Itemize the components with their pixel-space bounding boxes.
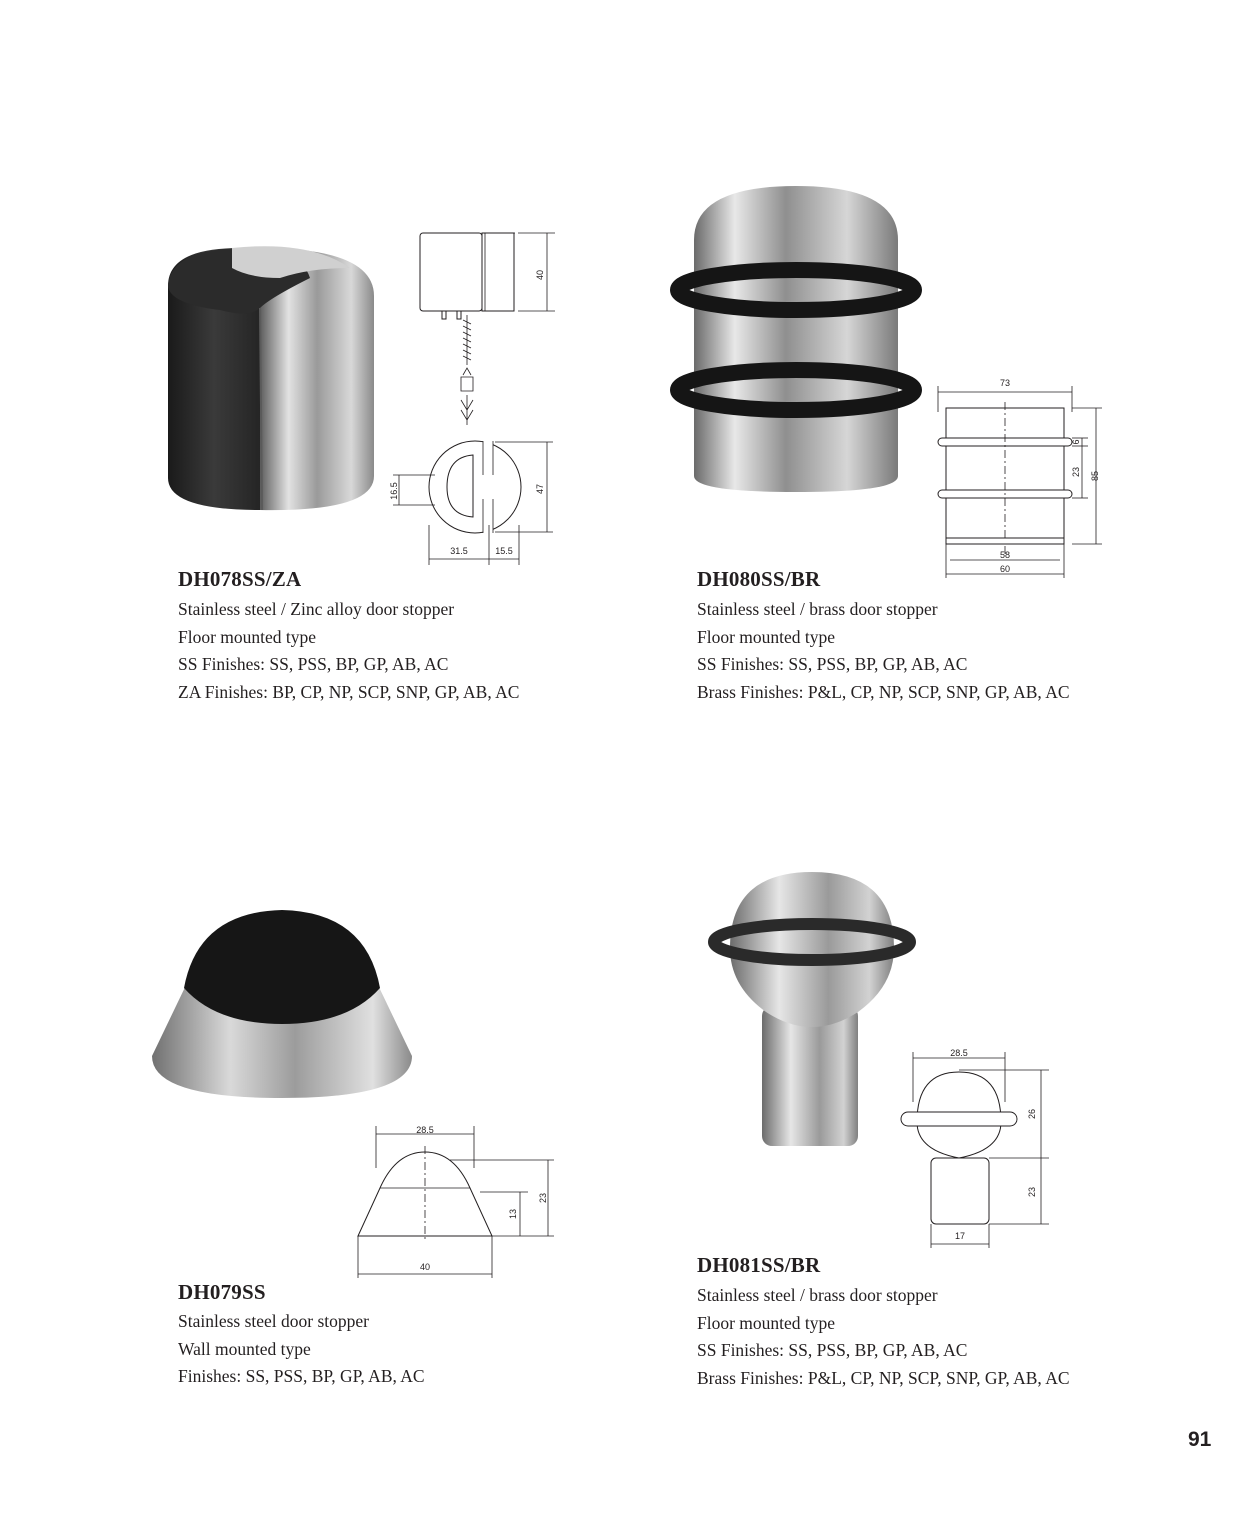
dh079-dim-height: 23: [538, 1192, 548, 1204]
dh079-product-code: DH079SS: [178, 1280, 266, 1304]
dh080-line: SS Finishes: SS, PSS, BP, GP, AB, AC: [697, 654, 968, 674]
dh080-dim-base-outer: 60: [999, 564, 1011, 574]
dh080-dim-ring-gap: 23: [1071, 466, 1081, 478]
dh080-dim-ring-od: 73: [999, 378, 1011, 388]
dh078-dim-slot: 16.5: [389, 482, 399, 500]
dh081-dim-stem: 17: [954, 1231, 966, 1241]
dh081-dimension-drawing: [895, 1042, 1055, 1250]
dh080-description: [697, 596, 1070, 706]
dh080-dimension-drawing: [930, 372, 1110, 580]
dh081-dim-head: 28.5: [950, 1048, 968, 1058]
dh080-dim-height: 85: [1090, 470, 1100, 482]
dh081-line: Brass Finishes: P&L, CP, NP, SCP, SNP, GP, AB, AC: [697, 1367, 1070, 1388]
dh078-product-code: DH078SS/ZA: [178, 567, 302, 591]
dh080-line: Floor mounted type: [697, 626, 836, 647]
dh078-line: Stainless steel / Zinc alloy door stopper: [178, 599, 455, 619]
page-number: 91: [1188, 1428, 1212, 1451]
dh078-dimension-drawing: [385, 225, 560, 570]
dh080-dim-base-inner: 58: [999, 550, 1011, 560]
dh078-dim-height: 40: [535, 269, 545, 281]
dh078-line: ZA Finishes: BP, CP, NP, SCP, SNP, GP, AB, AC: [178, 681, 520, 702]
dh079-description: [178, 1308, 425, 1391]
dh078-line: Floor mounted type: [178, 626, 317, 647]
dh079-product-photo: [148, 906, 416, 1102]
dh078-product-photo: [160, 238, 382, 516]
dh078-dim-depth: 47: [535, 483, 545, 495]
dh081-line: Stainless steel / brass door stopper: [697, 1285, 938, 1305]
dh080-line: Brass Finishes: P&L, CP, NP, SCP, SNP, GP, AB, AC: [697, 681, 1070, 702]
dh078-line: SS Finishes: SS, PSS, BP, GP, AB, AC: [178, 654, 449, 674]
dh081-line: Floor mounted type: [697, 1312, 836, 1333]
dh081-product-code: DH081SS/BR: [697, 1253, 821, 1277]
dh081-dim-stem-h: 23: [1027, 1186, 1037, 1198]
dh079-line: Stainless steel door stopper: [178, 1311, 370, 1331]
dh080-product-code: DH080SS/BR: [697, 567, 821, 591]
dh081-description: [697, 1282, 1070, 1392]
dh078-dim-w1: 31.5: [450, 546, 468, 556]
dh079-dim-cone-h: 13: [508, 1208, 518, 1220]
dh081-product-photo: [708, 866, 916, 1150]
dh079-line: Wall mounted type: [178, 1338, 311, 1359]
dh080-dim-ring-h: 6: [1071, 439, 1081, 445]
dh078-dim-w2: 15.5: [495, 546, 513, 556]
dh079-line: Finishes: SS, PSS, BP, GP, AB, AC: [178, 1366, 425, 1386]
dh080-product-photo: [668, 180, 924, 498]
dh079-dim-base: 40: [419, 1262, 431, 1272]
dh078-description: [178, 596, 519, 706]
dh081-line: SS Finishes: SS, PSS, BP, GP, AB, AC: [697, 1340, 968, 1360]
dh080-line: Stainless steel / brass door stopper: [697, 599, 938, 619]
dh079-dimension-drawing: [350, 1122, 560, 1282]
dh079-dim-top: 28.5: [416, 1125, 434, 1135]
dh081-dim-head-h: 26: [1027, 1108, 1037, 1120]
